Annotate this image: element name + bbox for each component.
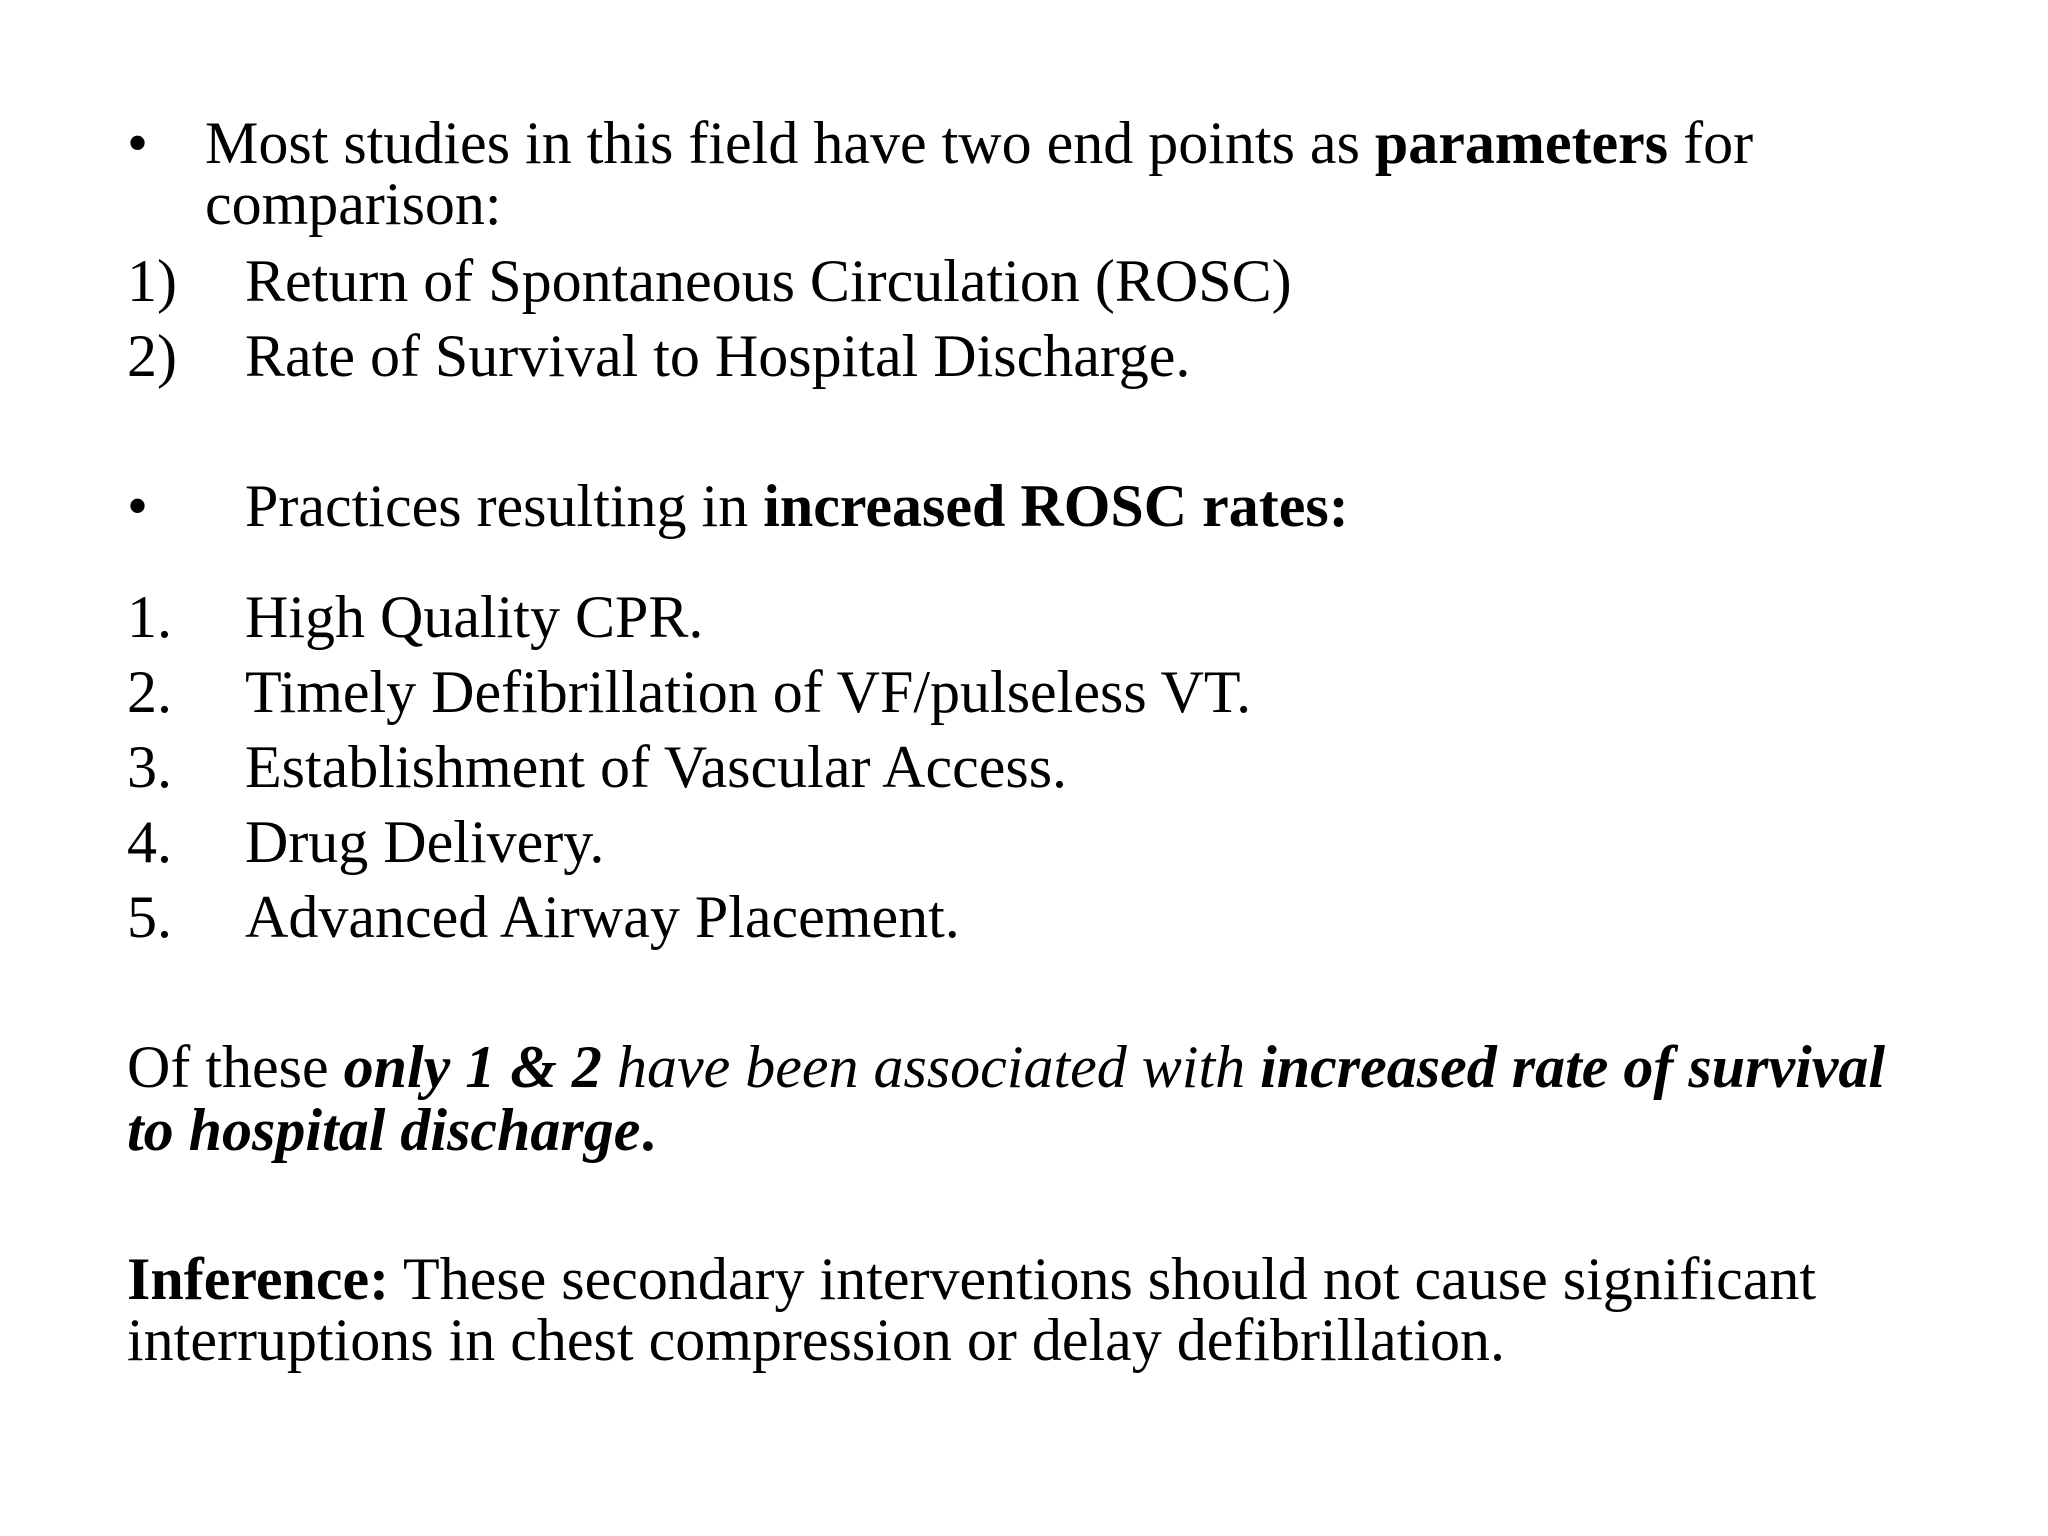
list-item-text: Rate of Survival to Hospital Discharge.: [245, 323, 1191, 389]
list-item-text: High Quality CPR.: [245, 584, 704, 650]
practice-item: [127, 805, 2008, 880]
practices-heading: [127, 469, 2008, 544]
list-marker: 4.: [127, 809, 172, 875]
inference-label: Inference:: [127, 1246, 390, 1312]
association-italic: have been associated with: [601, 1034, 1261, 1100]
list-item-text: Return of Spontaneous Circulation (ROSC): [245, 248, 1292, 314]
association-survival: increased rate of survival: [1260, 1034, 1886, 1100]
inference-line-2: [127, 1303, 2008, 1378]
list-item-text: Timely Defibrillation of VF/pulseless VT.: [245, 659, 1252, 725]
list-marker: 1): [127, 248, 177, 314]
intro-text-after: for: [1668, 110, 1754, 176]
list-item-text: Advanced Airway Placement.: [245, 884, 960, 950]
list-marker: 3.: [127, 734, 172, 800]
list-marker: 1.: [127, 584, 172, 650]
list-marker: 2.: [127, 659, 172, 725]
practice-item: [127, 730, 2008, 805]
practices-text: Practices resulting in: [245, 473, 764, 539]
end-point-item: [127, 319, 2008, 394]
intro-text: Most studies in this field have two end points as: [205, 110, 1375, 176]
bullet-marker: •: [127, 110, 149, 176]
intro-bold-parameters: parameters: [1374, 110, 1669, 176]
association-discharge: to hospital discharge: [127, 1097, 641, 1163]
association-line-2: [127, 1093, 2008, 1168]
practice-item: [127, 655, 2008, 730]
list-item-text: Drug Delivery.: [245, 809, 605, 875]
association-period: .: [640, 1097, 656, 1163]
intro-text-line2: comparison:: [205, 171, 502, 237]
association-only-1-2: only 1 & 2: [343, 1034, 602, 1100]
bullet-marker: •: [127, 473, 149, 539]
association-plain: Of these: [127, 1034, 344, 1100]
list-marker: 5.: [127, 884, 172, 950]
practices-bold: increased ROSC rates:: [763, 473, 1349, 539]
list-item-text: Establishment of Vascular Access.: [245, 734, 1068, 800]
practice-item: [127, 580, 2008, 655]
end-point-item: [127, 244, 2008, 319]
inference-text-1: These secondary interventions should not cause significant: [389, 1246, 1816, 1312]
intro-line-2: [127, 167, 2008, 242]
list-marker: 2): [127, 323, 177, 389]
inference-text-2: interruptions in chest compression or delay defibrillation.: [127, 1307, 1506, 1373]
practice-item: [127, 880, 2008, 955]
